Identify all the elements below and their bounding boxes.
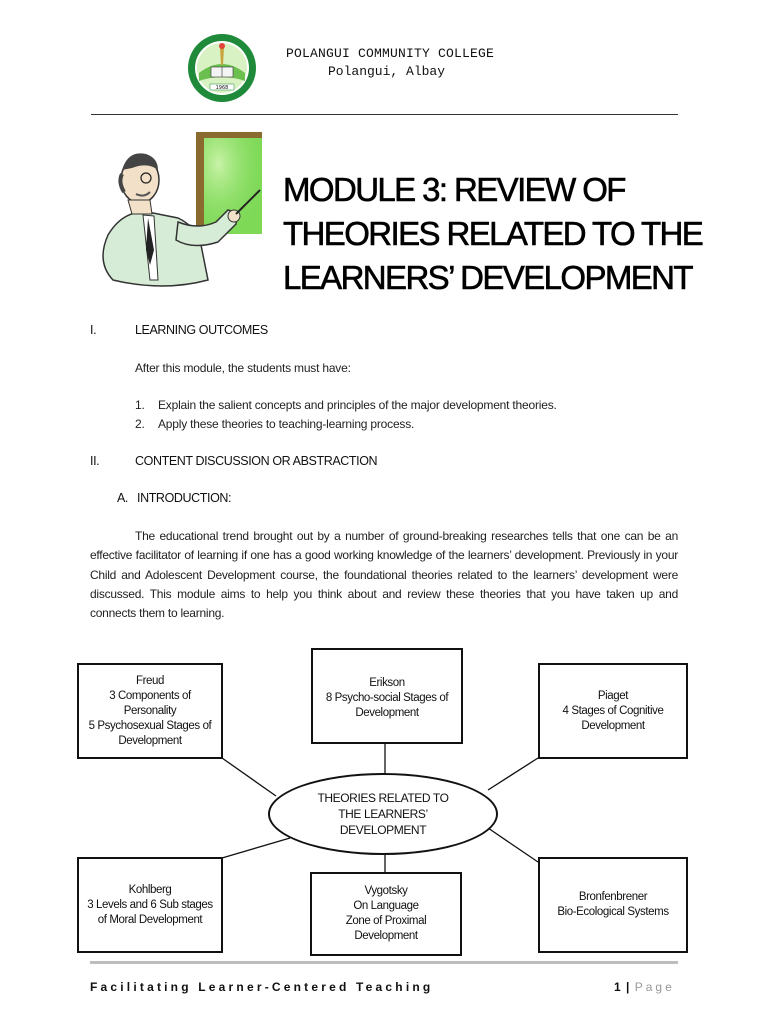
- vygotsky-line-2: Zone of Proximal: [345, 915, 427, 927]
- erikson-name: Erikson: [369, 677, 405, 689]
- vygotsky-line-3: Development: [354, 930, 418, 942]
- module-title-line-1: MODULE 3: REVIEW OF: [283, 171, 625, 208]
- seal-year: 1968: [215, 85, 229, 91]
- piaget-line-2: Development: [581, 719, 645, 732]
- vygotsky-name: Vygotsky: [364, 885, 408, 897]
- kohlberg-name: Kohlberg: [128, 883, 172, 896]
- bronfenbrenner-box: [538, 857, 688, 953]
- bronfenbrenner-name: Bronfenbrener: [578, 891, 648, 903]
- kohlberg-line-2: of Moral Development: [97, 913, 203, 926]
- freud-name: Freud: [135, 674, 165, 687]
- kohlberg-line-1: 3 Levels and 6 Sub stages: [87, 898, 213, 911]
- freud-line-4: Development: [118, 734, 182, 747]
- erikson-box: [311, 648, 463, 744]
- footer-course-title: Facilitating Learner-Centered Teaching: [90, 980, 434, 994]
- section-1-number: I.: [90, 323, 97, 337]
- footer-rule: [90, 961, 678, 964]
- piaget-name: Piaget: [597, 689, 629, 702]
- connector-freud: [222, 758, 276, 796]
- college-name: POLANGUI COMMUNITY COLLEGE: [286, 46, 495, 61]
- bronfenbrenner-line-1: Bio-Ecological Systems: [557, 906, 669, 918]
- subsection-a-letter: A.: [117, 491, 129, 505]
- connector-bronfenbrenner: [488, 828, 538, 862]
- section-2-heading: CONTENT DISCUSSION OR ABSTRACTION: [135, 454, 378, 468]
- piaget-line-1: 4 Stages of Cognitive: [562, 704, 664, 717]
- subsection-a-heading: INTRODUCTION:: [137, 491, 232, 505]
- connector-piaget: [488, 758, 538, 790]
- footer-page: [614, 980, 675, 994]
- section-1-heading: LEARNING OUTCOMES: [135, 323, 268, 337]
- section-2-number: II.: [90, 454, 100, 468]
- freud-line-2: Personality: [123, 704, 177, 717]
- vygotsky-box: [310, 872, 462, 956]
- outcome-1-number: 1.: [135, 398, 145, 412]
- center-line-1: THEORIES RELATED TO: [317, 791, 449, 805]
- page-label: Page: [634, 980, 675, 994]
- vygotsky-line-1: On Language: [353, 900, 419, 912]
- piaget-box: [538, 663, 688, 759]
- outcomes-intro: After this module, the students must have:: [135, 361, 351, 375]
- center-line-2: THE LEARNERS’: [338, 807, 428, 821]
- erikson-line-2: Development: [355, 707, 419, 719]
- outcome-2-text: Apply these theories to teaching-learning process.: [158, 417, 415, 431]
- module-title-line-2: THEORIES RELATED TO THE: [283, 215, 703, 252]
- college-location: Polangui, Albay: [328, 64, 446, 79]
- freud-line-3: 5 Psychosexual Stages of: [88, 719, 212, 732]
- center-theories-ellipse: [268, 773, 498, 855]
- outcome-2-number: 2.: [135, 417, 145, 431]
- page-number: 1: [614, 980, 622, 994]
- introduction-paragraph: The educational trend brought out by a number of ground-breaking researches tells that one can be an effective facilitator of learning if one has a good working knowledge of the learners’ development. Previously in your Child and Adolescent Development course, the foundational theories related to the learners’ development were discussed. This module aims to help you think about and review these theories that you have taken up and connects them to learning.: [90, 529, 678, 621]
- module-title-line-3: LEARNERS’ DEVELOPMENT: [283, 259, 692, 296]
- outcome-1-text: Explain the salient concepts and principles of the major development theories.: [158, 398, 557, 412]
- kohlberg-box: [77, 857, 223, 953]
- center-line-3: DEVELOPMENT: [339, 823, 427, 837]
- page-separator: |: [626, 980, 631, 994]
- freud-line-1: 3 Components of: [109, 689, 191, 702]
- freud-box: [77, 663, 223, 759]
- connector-kohlberg: [222, 838, 290, 858]
- erikson-line-1: 8 Psycho-social Stages of: [325, 692, 449, 704]
